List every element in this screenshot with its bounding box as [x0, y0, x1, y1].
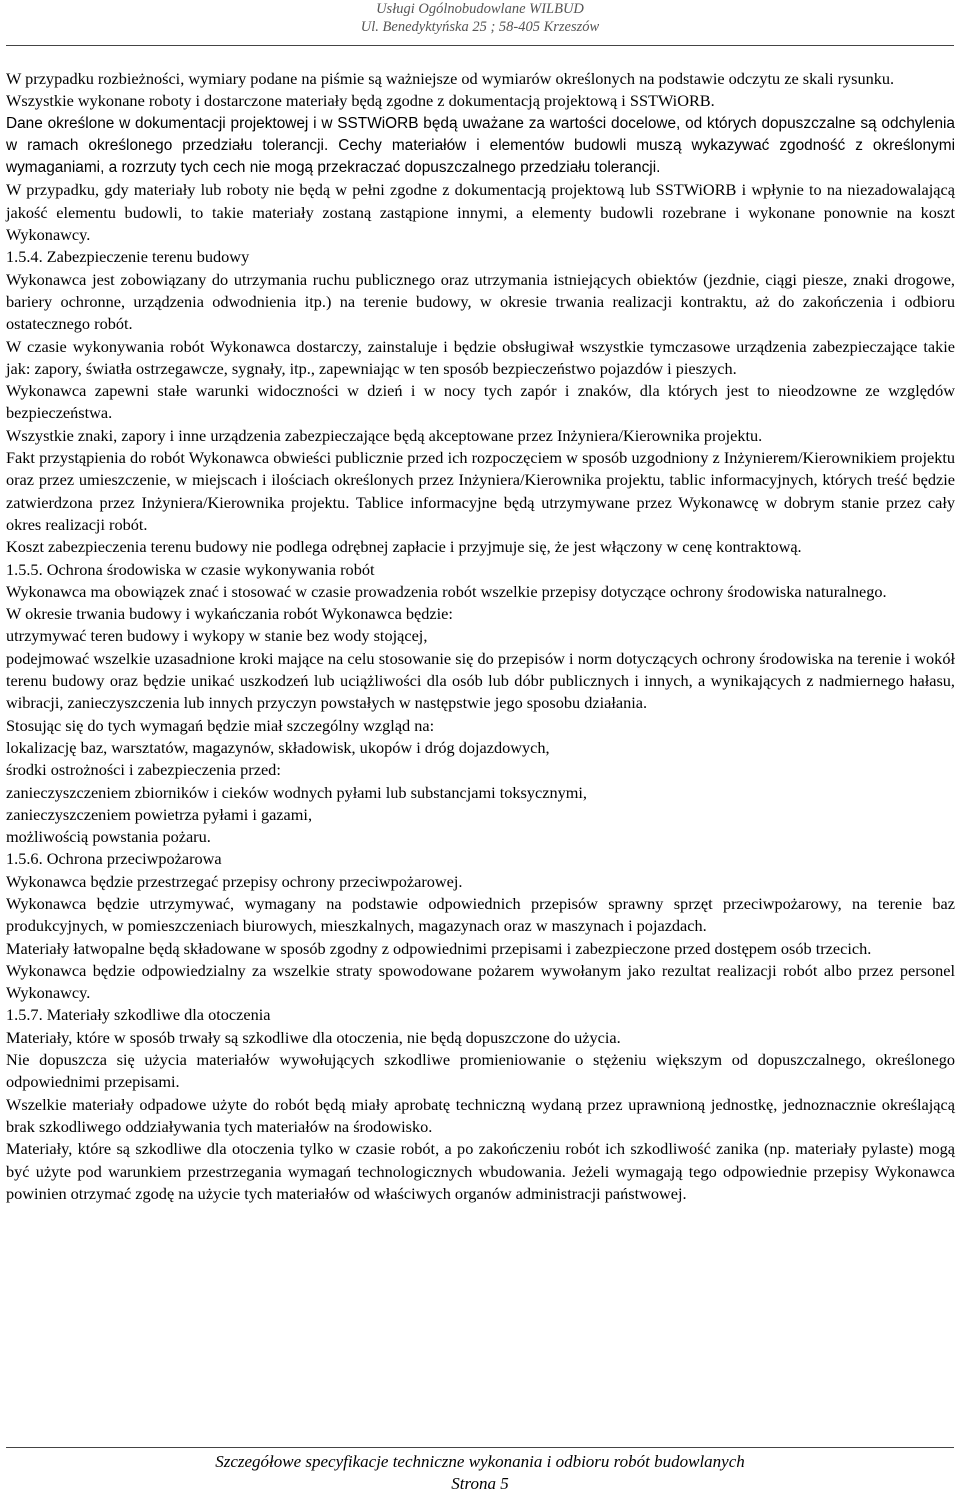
section-heading: 1.5.4. Zabezpieczenie terenu budowy: [6, 247, 250, 267]
paragraph: W okresie trwania budowy i wykańczania robót Wykonawca będzie:: [6, 604, 453, 624]
paragraph: Nie dopuszcza się użycia materiałów wywołujących szkodliwe promieniowanie o stężeniu większym od dopuszczalnego, określonego odpowiednimi przepisami.: [6, 1050, 955, 1092]
paragraph: Wykonawca będzie przestrzegać przepisy ochrony przeciwpożarowej.: [6, 871, 463, 891]
paragraph: Wszystkie wykonane roboty i dostarczone materiały będą zgodne z dokumentacją projektową i SSTWiORB.: [6, 91, 715, 111]
footer-divider: [6, 1447, 954, 1448]
list-item: zanieczyszczeniem powietrza pyłami i gazami,: [6, 804, 313, 824]
paragraph: Dane określone w dokumentacji projektowej i w SSTWiORB będą uważane za wartości docelowe, od których dopuszczalne są odchylenia w ramach określonego przedziału tolerancji. Cechy materiałów i elementów budowli muszą wykazywać zgodność z określonymi wymaganiami, a rozrzuty tych cech nie mogą przekraczać dopuszczalnego przedziału tolerancji.: [6, 114, 955, 177]
paragraph: Wykonawca jest zobowiązany do utrzymania ruchu publicznego oraz utrzymania istniejących obiektów (jezdnie, ciągi piesze, znaki drogowe, bariery ochronne, urządzenia odwodnienia itp.) na terenie budowy, w okresie trwania realizacji kontraktu, aż do zakończenia i odbioru ostatecznego robót.: [6, 269, 955, 334]
page-header: [0, 0, 960, 36]
list-item: utrzymywać teren budowy i wykopy w stanie bez wody stojącej,: [6, 626, 428, 646]
section-heading: 1.5.6. Ochrona przeciwpożarowa: [6, 849, 222, 869]
list-item: zanieczyszczeniem zbiorników i cieków wodnych pyłami lub substancjami toksycznymi,: [6, 782, 587, 802]
paragraph: Fakt przystąpienia do robót Wykonawca obwieści publicznie przed ich rozpoczęciem w sposób uzgodniony z Inżynierem/Kierownikiem projektu oraz przez umieszczenie, w miejscach i ilościach określonych przez Inżyniera/Kierownika projektu, tablic informacyjnych, których treść będzie zatwierdzona przez Inżyniera/Kierownika projektu. Tablice informacyjne będą utrzymywane przez Wykonawcę w dobrym stanie przez cały okres realizacji robót.: [6, 448, 955, 534]
list-item: możliwością powstania pożaru.: [6, 827, 211, 847]
section-heading: 1.5.5. Ochrona środowiska w czasie wykonywania robót: [6, 559, 375, 579]
paragraph: W przypadku, gdy materiały lub roboty nie będą w pełni zgodne z dokumentacją projektową lub SSTWiORB i wpłynie to na niezadowalającą jakość elementu budowli, to takie materiały zostaną zastąpione innymi, a elementy budowli rozebrane i wykonane ponownie na koszt Wykonawcy.: [6, 180, 955, 245]
paragraph: Wykonawca zapewni stałe warunki widoczności w dzień i w nocy tych zapór i znaków, dla których jest to nieodzowne ze względów bezpieczeństwa.: [6, 381, 955, 423]
page-footer: [0, 1451, 960, 1495]
paragraph: Wykonawca będzie odpowiedzialny za wszelkie straty spowodowane pożarem wywołanym jako rezultat realizacji robót albo przez personel Wykonawcy.: [6, 960, 955, 1003]
paragraph: Materiały, które w sposób trwały są szkodliwe dla otoczenia, nie będą dopuszczone do użycia.: [6, 1027, 621, 1047]
paragraph: Wszelkie materiały odpadowe użyte do robót będą miały aprobatę techniczną wydaną przez uprawnioną jednostkę, jednoznacznie określającą brak szkodliwego oddziaływania tych materiałów na środowisko.: [6, 1094, 955, 1136]
page-number: Strona 5: [451, 1474, 509, 1493]
paragraph: W przypadku rozbieżności, wymiary podane na piśmie są ważniejsze od wymiarów określonych na podstawie odczytu ze skali rysunku.: [6, 69, 895, 88]
paragraph: Koszt zabezpieczenia terenu budowy nie podlega odrębnej zapłacie i przyjmuje się, że jest włączony w cenę kontraktową.: [6, 537, 802, 557]
paragraph: Wykonawca ma obowiązek znać i stosować w czasie prowadzenia robót wszelkie przepisy dotyczące ochrony środowiska naturalnego.: [6, 581, 887, 601]
list-item: lokalizację baz, warsztatów, magazynów, składowisk, ukopów i dróg dojazdowych,: [6, 737, 550, 757]
section-heading: 1.5.7. Materiały szkodliwe dla otoczenia: [6, 1005, 271, 1025]
paragraph: Materiały łatwopalne będą składowane w sposób zgodny z odpowiednimi przepisami i zabezpieczone przed dostępem osób trzecich.: [6, 938, 872, 958]
list-item: środki ostrożności i zabezpieczenia przed:: [6, 760, 281, 780]
paragraph: Wykonawca będzie utrzymywać, wymagany na podstawie odpowiednich przepisów sprawny sprzęt przeciwpożarowy, na terenie baz produkcyjnych, w pomieszczeniach biurowych, mieszkalnych, magazynach oraz w maszynach i pojazdach.: [6, 893, 955, 936]
header-divider: [6, 45, 954, 46]
list-item: podejmować wszelkie uzasadnione kroki mające na celu stosowanie się do przepisów i norm dotyczących ochrony środowiska na terenie i wokół terenu budowy oraz będzie unikać uszkodzeń lub uciążliwości dla osób lub dóbr publicznych i innych, a wynikających z nadmiernego hałasu, wibracji, zanieczyszczenia lub innych przyczyn powstałych w następstwie jego sposobu działania.: [6, 648, 955, 713]
header-company: Usługi Ogólnobudowlane WILBUD: [376, 1, 584, 17]
paragraph: Wszystkie znaki, zapory i inne urządzenia zabezpieczające będą akceptowane przez Inżyniera/Kierownika projektu.: [6, 425, 763, 445]
document-body: [6, 68, 955, 1205]
header-address: Ul. Benedyktyńska 25 ; 58-405 Krzeszów: [360, 19, 600, 35]
paragraph: Stosując się do tych wymagań będzie miał szczególny wzgląd na:: [6, 715, 435, 735]
paragraph: W czasie wykonywania robót Wykonawca dostarczy, zainstaluje i będzie obsługiwał wszystkie tymczasowe urządzenia zabezpieczające takie jak: zapory, światła ostrzegawcze, sygnały, itp., zapewniając w ten sposób bezpieczeństwo pojazdów i pieszych.: [6, 336, 955, 378]
paragraph: Materiały, które są szkodliwe dla otoczenia tylko w czasie robót, a po zakończeniu robót ich szkodliwość zanika (np. materiały pylaste) mogą być użyte pod warunkiem przestrzegania wymagań technologicznych wbudowania. Jeżeli wymagają tego odpowiednie przepisy Wykonawca powinien otrzymać zgodę na użycie tych materiałów od właściwych organów administracji państwowej.: [6, 1139, 955, 1203]
footer-title: Szczegółowe specyfikacje techniczne wykonania i odbioru robót budowlanych: [215, 1452, 745, 1471]
